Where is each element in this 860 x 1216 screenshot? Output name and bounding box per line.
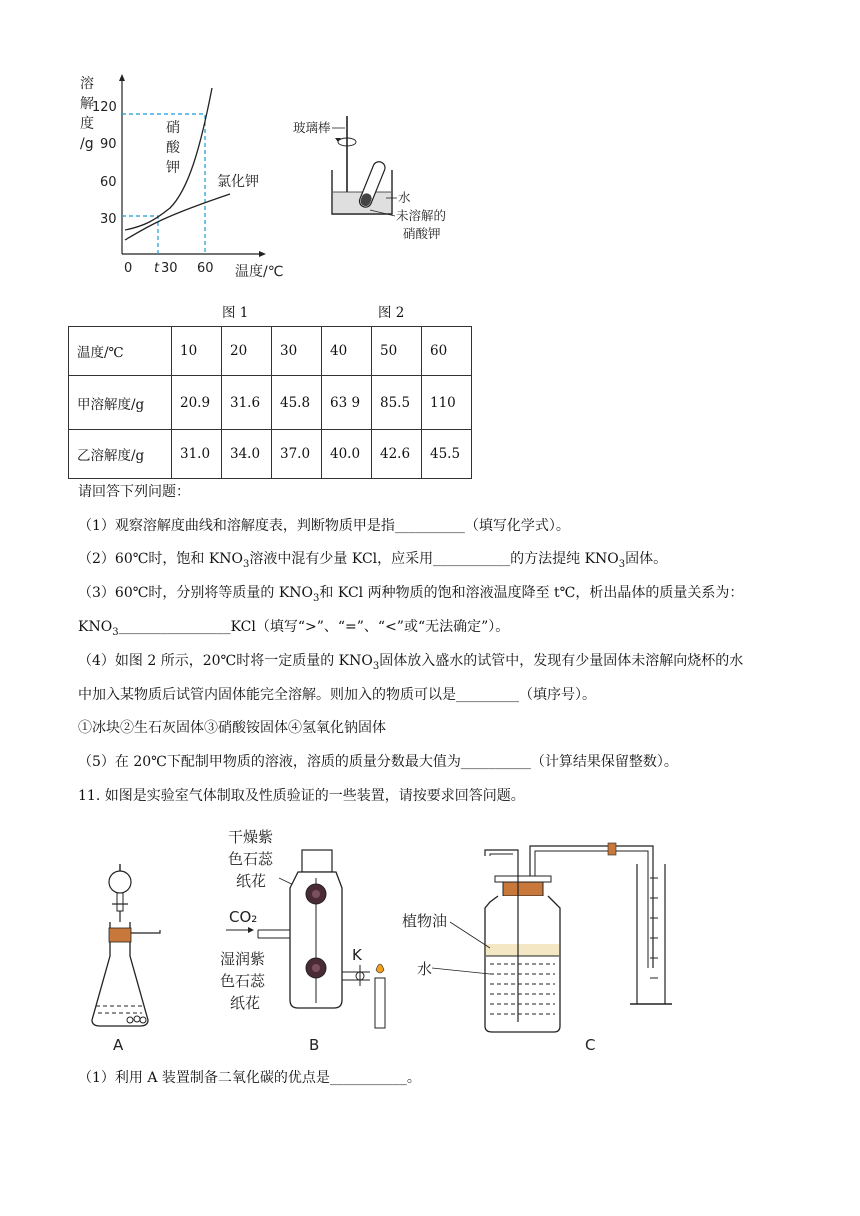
q2-sub-1: 3: [243, 558, 250, 570]
y-axis-label-4: /g: [80, 136, 94, 152]
questions-intro: 请回答下列问题：: [78, 484, 190, 500]
table-row: [69, 327, 472, 376]
apparatus-b: [220, 828, 385, 1054]
table-cell: 20: [222, 327, 272, 376]
undissolved-label-2: 硝酸钾: [403, 226, 441, 241]
b-wet-label-2: 色石蕊: [220, 972, 266, 990]
apparatus-figure: [80, 818, 700, 1058]
y-tick-60: 60: [100, 175, 117, 190]
q3-sub: 3: [313, 592, 320, 604]
table-row: [69, 376, 472, 430]
question-3-line-2: [78, 617, 509, 643]
q2-part-c: 固体。: [625, 551, 668, 567]
table-cell: 60: [422, 327, 472, 376]
kcl-label: 氯化钾: [217, 174, 259, 190]
y-axis-label-3: 度: [80, 116, 94, 132]
table-cell: 45.8: [272, 376, 322, 430]
q4-part-a: （4）如图 2 所示，20℃时将一定质量的 KNO: [78, 653, 373, 669]
candle: [375, 978, 385, 1028]
y-tick-120: 120: [92, 100, 117, 115]
undissolved-label-1: 未溶解的: [396, 208, 447, 223]
question-5: （5）在 20℃下配制甲物质的溶液，溶质的质量分数最大值为__________（计算结果保留整数）。: [78, 754, 678, 770]
table-cell: 甲溶解度/g: [69, 376, 172, 430]
kcl-curve: [125, 194, 230, 240]
b-wet-label-1: 湿润紫: [220, 950, 266, 968]
figure-1-caption: 图 1: [222, 305, 249, 321]
apparatus-c: [402, 843, 672, 1054]
q3-part-a: （3）60℃时，分别将等质量的 KNO: [78, 585, 314, 601]
q3-line2-part-a: KNO: [78, 619, 113, 635]
x-tick-t: t: [154, 261, 160, 276]
x-tick-0: 0: [124, 261, 133, 276]
q4-sub: 3: [372, 660, 380, 672]
glass-rod-label: 玻璃棒: [293, 120, 331, 135]
label-a: A: [113, 1036, 124, 1054]
x-axis-label: 温度/℃: [235, 264, 284, 280]
question-2: [78, 549, 667, 575]
table-cell: 42.6: [372, 430, 422, 479]
apparatus-a: [92, 864, 160, 1054]
b-dry-label-2: 色石蕊: [228, 850, 274, 868]
question-4-line-1: [78, 651, 743, 677]
table-cell: 34.0: [222, 430, 272, 479]
table-cell: 10: [172, 327, 222, 376]
b-wet-label-3: 纸花: [230, 994, 261, 1012]
table-cell: 63 9: [322, 376, 372, 430]
c-oil-label: 植物油: [402, 912, 448, 930]
q2-part-a: （2）60℃时，饱和 KNO: [78, 551, 244, 567]
guide-t: [122, 216, 158, 254]
y-axis-label-2: 解: [80, 96, 94, 112]
question-4-line-2: 中加入某物质后试管内固体能完全溶解。则加入的物质可以是_________（填序号）。: [78, 687, 596, 703]
b-dry-label-3: 纸花: [236, 872, 267, 890]
solubility-table: [68, 326, 472, 479]
water-label: 水: [398, 190, 411, 205]
kno3-label-2: 酸: [166, 140, 180, 156]
solubility-curve-figure: [70, 70, 295, 285]
q2-part-b: 溶液中混有少量 KCl，应采用___________的方法提纯 KNO: [249, 551, 619, 567]
table-cell: 85.5: [372, 376, 422, 430]
q3-line2-sub: 3: [112, 626, 119, 638]
question-11-1: （1）利用 A 装置制备二氧化碳的优点是___________。: [78, 1070, 421, 1086]
question-1: （1）观察溶解度曲线和溶解度表，判断物质甲是指__________（填写化学式）。: [78, 518, 570, 534]
kno3-label-1: 硝: [166, 120, 180, 136]
table-cell: 40.0: [322, 430, 372, 479]
question-11: 11. 如图是实验室气体制取及性质验证的一些装置，请按要求回答问题。: [78, 788, 525, 804]
y-axis-label-1: 溶: [80, 76, 94, 92]
table-cell: 乙溶解度/g: [69, 430, 172, 479]
q2-sub-2: 3: [618, 558, 626, 570]
co2-label: CO₂: [229, 908, 258, 926]
beaker-figure: [288, 110, 468, 250]
q3-part-b: 和 KCl 两种物质的饱和溶液温度降至 t℃，析出晶体的质量关系为：: [319, 585, 744, 601]
table-cell: 温度/℃: [69, 327, 172, 376]
b-dry-label-1: 干燥紫: [228, 828, 274, 846]
table-cell: 37.0: [272, 430, 322, 479]
c-water-label: 水: [417, 960, 433, 978]
q3-line2-part-b: ________________KCl（填写“>”、“=”、“<”或“无法确定”）。: [118, 619, 510, 635]
label-c: C: [585, 1036, 596, 1054]
q4-part-b: 固体放入盛水的试管中，发现有少量固体未溶解向烧杯的水: [379, 653, 744, 669]
table-cell: 31.6: [222, 376, 272, 430]
question-4-options: ①冰块②生石灰固体③硝酸铵固体④氢氧化钠固体: [78, 720, 386, 736]
valve-k-label: K: [352, 946, 362, 964]
label-b: B: [309, 1036, 320, 1054]
y-tick-30: 30: [100, 212, 117, 227]
table-cell: 50: [372, 327, 422, 376]
kno3-curve: [125, 88, 212, 230]
x-tick-30: 30: [161, 261, 178, 276]
x-tick-60: 60: [197, 261, 214, 276]
table-cell: 30: [272, 327, 322, 376]
table-cell: 110: [422, 376, 472, 430]
figure-2-caption: 图 2: [378, 305, 405, 321]
table-row: [69, 430, 472, 479]
measuring-cylinder: [637, 864, 665, 1004]
question-3-line-1: [78, 583, 743, 609]
table-cell: 20.9: [172, 376, 222, 430]
table-cell: 31.0: [172, 430, 222, 479]
guide-60: [122, 114, 205, 254]
table-cell: 45.5: [422, 430, 472, 479]
kno3-label-3: 钾: [166, 160, 180, 176]
y-tick-90: 90: [100, 137, 117, 152]
table-cell: 40: [322, 327, 372, 376]
